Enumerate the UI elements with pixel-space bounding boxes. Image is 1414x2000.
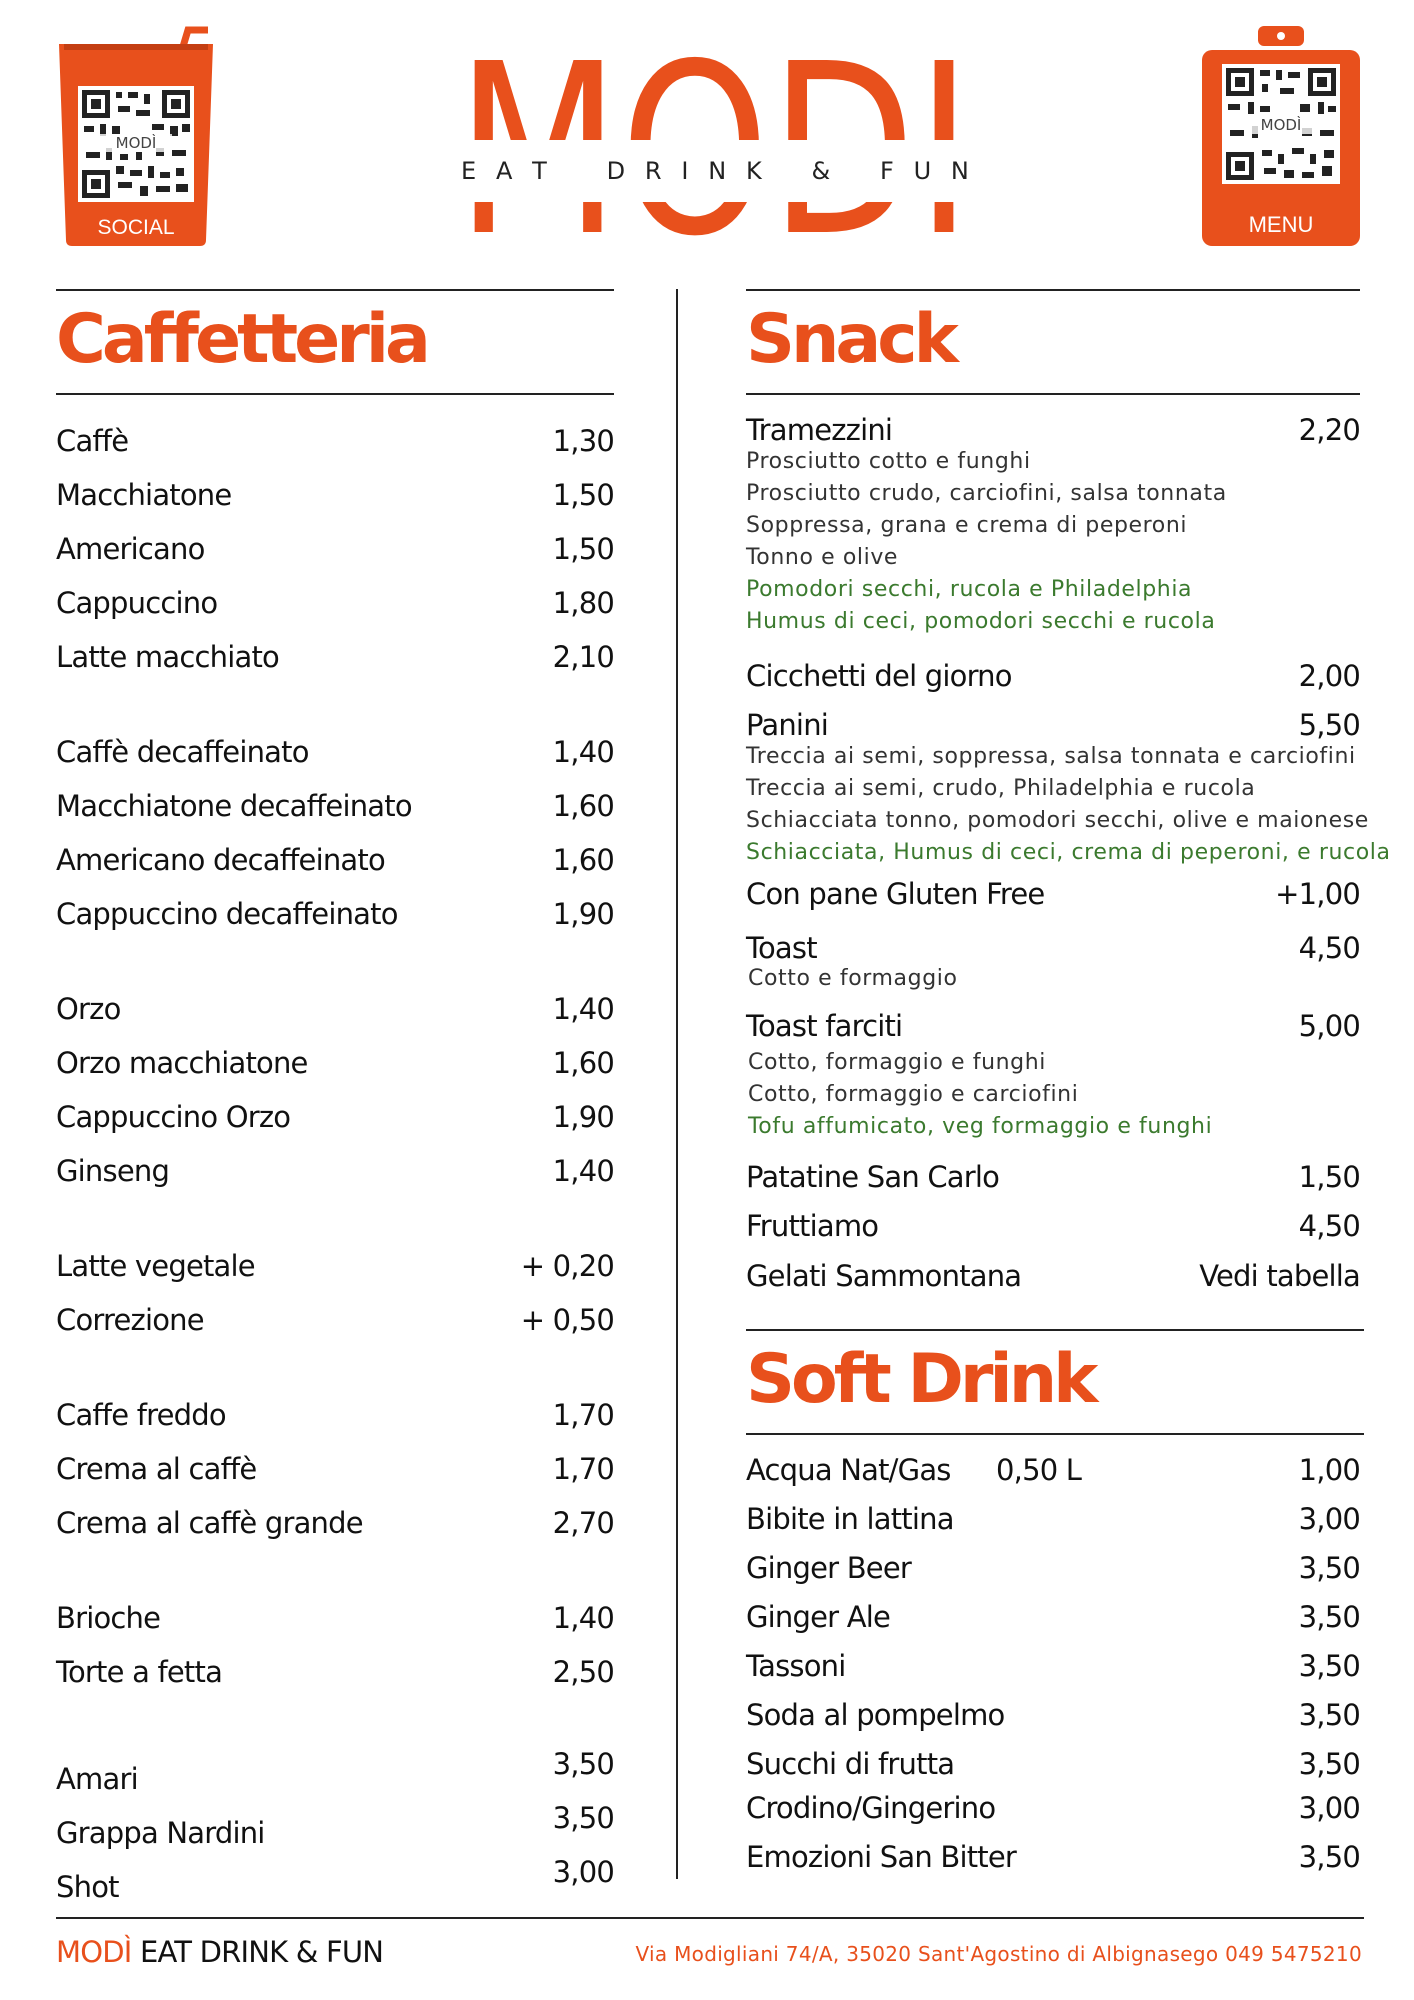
footer-divider [56, 1917, 1364, 1919]
menu-item-price: 1,00 [1298, 1453, 1360, 1487]
tagline-letter: D [606, 157, 626, 185]
menu-item-price: 1,80 [552, 586, 614, 620]
tagline-letter: F [879, 157, 894, 185]
menu-item-name: Ginger Ale [746, 1600, 891, 1634]
menu-item-description: Soppressa, grana e crema di peperoni [746, 513, 1188, 538]
menu-item-price: 3,50 [552, 1801, 614, 1835]
footer-address: Via Modigliani 74/A, 35020 Sant'Agostino di Albignasego 049 5475210 [635, 1942, 1362, 1966]
menu-item-price: +1,00 [1275, 877, 1360, 911]
tagline-letter: N [708, 157, 727, 185]
menu-item-description: Treccia ai semi, crudo, Philadelphia e rucola [746, 776, 1256, 801]
menu-item-name: Caffe freddo [56, 1398, 226, 1432]
menu-item-name: Orzo [56, 992, 121, 1026]
menu-item-description: Treccia ai semi, soppressa, salsa tonnata e carciofini [746, 744, 1356, 769]
menu-item-price: 1,90 [552, 1100, 614, 1134]
menu-item-price: 2,10 [552, 640, 614, 674]
divider [746, 1329, 1364, 1331]
menu-item-price: 3,00 [552, 1855, 614, 1889]
menu-item-name: Toast farciti [746, 1009, 903, 1043]
menu-item-name: Americano [56, 532, 205, 566]
menu-item-name: Crema al caffè [56, 1452, 257, 1486]
menu-item-name: Latte vegetale [56, 1249, 255, 1283]
menu-item-price: + 0,20 [520, 1249, 614, 1283]
caffetteria-title: Caffetteria [56, 300, 427, 379]
snack-title: Snack [746, 300, 955, 379]
menu-item-description: Cotto, formaggio e carciofini [748, 1082, 1079, 1107]
menu-item-name: Caffè [56, 424, 129, 458]
menu-item-price: 3,00 [1298, 1791, 1360, 1825]
menu-item-name: Torte a fetta [56, 1655, 223, 1689]
menu-item-name: Amari [56, 1762, 138, 1796]
divider [56, 289, 614, 291]
menu-item-size: 0,50 L [996, 1453, 1082, 1487]
menu-item-price: 3,50 [1298, 1551, 1360, 1585]
menu-item-price: 1,70 [552, 1452, 614, 1486]
menu-item-name: Emozioni San Bitter [746, 1840, 1017, 1874]
menu-item-price: 1,50 [552, 532, 614, 566]
menu-item-name: Cicchetti del giorno [746, 659, 1012, 693]
menu-item-name: Acqua Nat/Gas [746, 1453, 951, 1487]
menu-item-price: 4,50 [1298, 1209, 1360, 1243]
menu-item-price: 1,30 [552, 424, 614, 458]
menu-label: MENU [1248, 212, 1314, 237]
menu-item-name: Cappuccino Orzo [56, 1100, 291, 1134]
menu-item-price: Vedi tabella [1199, 1259, 1360, 1293]
menu-item-price: 1,40 [552, 992, 614, 1026]
menu-item-description: Schiacciata tonno, pomodori secchi, olive e maionese [746, 808, 1369, 833]
menu-item-name: Con pane Gluten Free [746, 877, 1045, 911]
footer-brand-tagline: EAT DRINK & FUN [139, 1935, 384, 1969]
tagline [455, 140, 975, 202]
menu-item-price: 1,40 [552, 735, 614, 769]
menu-item-price: 2,00 [1298, 659, 1360, 693]
menu-item-name: Patatine San Carlo [746, 1160, 1000, 1194]
tagline-letter: K [745, 157, 762, 185]
menu-item-price: 1,70 [552, 1398, 614, 1432]
menu-item-name: Tramezzini [746, 413, 893, 447]
menu-item-price: 1,40 [552, 1154, 614, 1188]
menu-item-price: 5,50 [1298, 708, 1360, 742]
menu-item-price: 3,50 [1298, 1698, 1360, 1732]
qr-overlay-text: MODÌ [1245, 116, 1317, 134]
tagline-letter: A [495, 157, 513, 185]
menu-item-name: Crodino/Gingerino [746, 1791, 996, 1825]
tagline-letter: N [950, 157, 969, 185]
tagline-letter: & [811, 157, 831, 185]
footer-brand-name: MODÌ [56, 1935, 132, 1969]
menu-item-name: Gelati Sammontana [746, 1259, 1022, 1293]
menu-item-description: Prosciutto cotto e funghi [746, 449, 1031, 474]
menu-item-price: 1,90 [552, 897, 614, 931]
menu-item-name: Cappuccino decaffeinato [56, 897, 398, 931]
menu-item-price: 3,50 [1298, 1747, 1360, 1781]
menu-item-name: Crema al caffè grande [56, 1506, 363, 1540]
menu-item-price: 2,20 [1298, 413, 1360, 447]
social-qr-card[interactable] [56, 26, 216, 248]
menu-item-name: Latte macchiato [56, 640, 279, 674]
menu-item-price: 1,50 [552, 478, 614, 512]
tagline-letter: U [913, 157, 932, 185]
menu-item-veg-description: Pomodori secchi, rucola e Philadelphia [746, 577, 1193, 602]
menu-item-name: Correzione [56, 1303, 204, 1337]
menu-item-description: Tonno e olive [746, 545, 899, 570]
menu-item-name: Ginger Beer [746, 1551, 912, 1585]
menu-item-veg-description: Humus di ceci, pomodori secchi e rucola [746, 609, 1216, 634]
tagline-letter: T [532, 157, 547, 185]
menu-item-price: 3,50 [1298, 1840, 1360, 1874]
menu-item-price: 3,50 [552, 1747, 614, 1781]
menu-item-price: 1,50 [1298, 1160, 1360, 1194]
menu-item-description: Prosciutto crudo, carciofini, salsa tonnata [746, 481, 1227, 506]
menu-item-price: 1,40 [552, 1601, 614, 1635]
menu-item-veg-description: Tofu affumicato, veg formaggio e funghi [748, 1114, 1213, 1139]
menu-item-name: Cappuccino [56, 586, 218, 620]
divider [56, 393, 614, 395]
menu-item-price: + 0,50 [520, 1303, 614, 1337]
qr-overlay-text: MODÌ [100, 134, 172, 152]
menu-item-name: Orzo macchiatone [56, 1046, 308, 1080]
menu-item-name: Toast [746, 931, 817, 965]
menu-item-description: Cotto, formaggio e funghi [748, 1050, 1046, 1075]
divider [746, 393, 1360, 395]
menu-item-name: Shot [56, 1870, 119, 1904]
menu-item-name: Macchiatone decaffeinato [56, 789, 412, 823]
footer-brand [56, 1935, 384, 1969]
menu-item-price: 1,60 [552, 1046, 614, 1080]
menu-item-name: Brioche [56, 1601, 161, 1635]
menu-item-name: Grappa Nardini [56, 1816, 265, 1850]
divider [746, 289, 1360, 291]
menu-item-name: Ginseng [56, 1154, 170, 1188]
menu-item-name: Macchiatone [56, 478, 232, 512]
menu-item-name: Americano decaffeinato [56, 843, 385, 877]
menu-item-name: Succhi di frutta [746, 1747, 955, 1781]
menu-item-price: 3,50 [1298, 1649, 1360, 1683]
menu-item-description: Cotto e formaggio [748, 966, 958, 991]
menu-item-price: 1,60 [552, 789, 614, 823]
tagline-letter: E [461, 157, 477, 185]
menu-item-price: 2,50 [552, 1655, 614, 1689]
tagline-letter: I [681, 157, 689, 185]
menu-item-price: 1,60 [552, 843, 614, 877]
logo [455, 56, 975, 236]
social-label: SOCIAL [97, 216, 175, 239]
soft-drink-title: Soft Drink [746, 1340, 1095, 1419]
divider [746, 1433, 1364, 1435]
menu-item-price: 2,70 [552, 1506, 614, 1540]
menu-item-name: Bibite in lattina [746, 1502, 954, 1536]
menu-item-name: Panini [746, 708, 829, 742]
menu-item-price: 4,50 [1298, 931, 1360, 965]
menu-item-name: Caffè decaffeinato [56, 735, 309, 769]
menu-qr-card[interactable] [1202, 26, 1360, 248]
menu-item-name: Fruttiamo [746, 1209, 879, 1243]
menu-item-veg-description: Schiacciata, Humus di ceci, crema di peperoni, e rucola [746, 840, 1391, 865]
tagline-letter: R [644, 157, 662, 185]
menu-item-price: 3,00 [1298, 1502, 1360, 1536]
menu-item-price: 3,50 [1298, 1600, 1360, 1634]
column-divider [676, 289, 678, 1879]
menu-item-price: 5,00 [1298, 1009, 1360, 1043]
menu-item-name: Tassoni [746, 1649, 846, 1683]
menu-item-name: Soda al pompelmo [746, 1698, 1005, 1732]
